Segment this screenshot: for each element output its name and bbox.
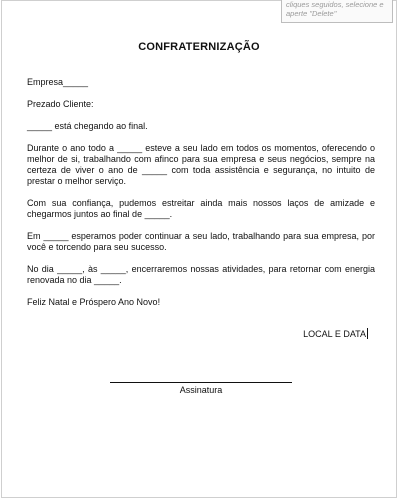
place-date-field[interactable] [303, 328, 368, 339]
signature-label: Assinatura [179, 385, 223, 395]
text-cursor [367, 328, 368, 339]
instruction-note-line-2: aperte "Delete" [286, 9, 337, 18]
paragraph-service[interactable]: Durante o ano todo a _____ esteve a seu lado em todos os momentos, oferecendo o melhor de si, trabalhando com afinco para sua empresa e seus negócios, sempre na certeza de viver o ano de _____ com toda assistência e segurança, no intuito de prestar o melhor serviço. [27, 143, 375, 186]
paragraph-closing-dates[interactable]: No dia _____, às _____, encerraremos nossas atividades, para retornar com energia renovada no dia _____. [27, 264, 375, 285]
instruction-note [281, 0, 393, 23]
instruction-note-line-1: cliques seguidos, selecione e [286, 0, 384, 9]
place-date-text: LOCAL E DATA [303, 329, 366, 339]
paragraph-trust[interactable]: Com sua confiança, pudemos estreitar ainda mais nossos laços de amizade e chegarmos juntos ao final de _____. [27, 198, 375, 219]
company-line[interactable]: Empresa_____ [27, 77, 89, 87]
document-title: CONFRATERNIZAÇÃO [138, 41, 260, 53]
paragraph-future[interactable]: Em _____ esperamos poder continuar a seu lado, trabalhando para sua empresa, por você e torcendo para seu sucesso. [27, 231, 375, 252]
paragraph-year-ending[interactable]: _____ está chegando ao final. [27, 121, 148, 131]
document-page [1, 0, 397, 498]
letter-body[interactable] [27, 77, 375, 319]
signature-line [110, 382, 292, 383]
paragraph-greetings[interactable]: Feliz Natal e Próspero Ano Novo! [27, 297, 161, 307]
greeting[interactable]: Prezado Cliente: [27, 99, 94, 109]
